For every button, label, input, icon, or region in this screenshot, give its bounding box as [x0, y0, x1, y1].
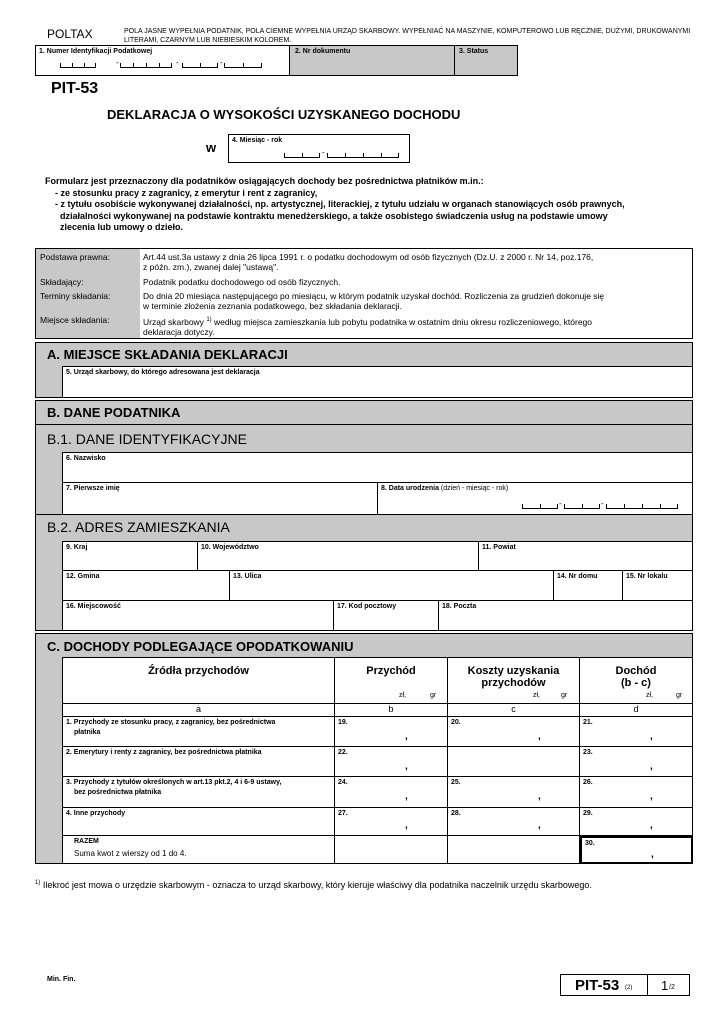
field-26-label: 26.	[583, 779, 593, 786]
col-costs-label: Koszty uzyskania	[467, 665, 560, 677]
field-24-label: 24.	[338, 779, 348, 786]
month-year-field[interactable]	[228, 134, 410, 163]
col-a: a	[63, 704, 335, 717]
blocked-cell	[448, 836, 580, 864]
decimal-comma: ,	[538, 820, 541, 831]
page-total: /2	[669, 984, 675, 991]
info-deadlines-l2: w terminie złożenia zeznania podatkowego, bez składania deklaracji.	[143, 301, 402, 311]
decimal-comma: ,	[405, 791, 408, 802]
row-3-label: 3. Przychody z tytułów określonych w art.13 pkt.2, 4 i 6-9 ustawy,	[66, 779, 282, 786]
dash: -	[559, 499, 562, 508]
info-basis-l1: Art.44 ust.3a ustawy z dnia 26 lipca 1991 r. o podatku dochodowym od osób fizycznych (Dz.U. z 2000 r. Nr 14, poz.176,	[143, 252, 594, 262]
info-basis-l2: z późn. zm.), zwanej dalej "ustawą".	[143, 262, 279, 272]
table-row	[63, 808, 335, 836]
income-table	[62, 657, 692, 863]
street-field[interactable]: 13. Ulica	[233, 573, 262, 580]
section-a-title: A. MIEJSCE SKŁADANIA DEKLARACJI	[47, 347, 288, 362]
col-profit-header	[580, 658, 693, 704]
birth-date-label-main: 8. Data urodzenia	[381, 485, 439, 492]
info-place-l2: deklaracja dotyczy.	[143, 326, 215, 337]
municipality-field[interactable]: 12. Gmina	[66, 573, 100, 580]
blocked-cell	[335, 836, 448, 864]
birth-date-hint: (dzień - miesiąc - rok)	[438, 485, 509, 492]
field-27-label: 27.	[338, 810, 348, 817]
field-30-label: 30.	[585, 840, 595, 847]
instruction: POLA JASNE WYPEŁNIA PODATNIK, POLA CIEMNE WYPEŁNIA URZĄD SKARBOWY. WYPEŁNIAĆ NA MASZYNIE, KOMPUTEROWO LUB RĘCZNIE, DUŻYMI, DRUKOWANYMI LITERAMI, CZARNYM LUB NIEBIESKIM KOLOREM.	[124, 28, 691, 44]
section-b2-title: B.2. ADRES ZAMIESZKANIA	[47, 519, 230, 535]
info-label-submitter: Składający:	[40, 277, 84, 287]
info-deadlines-l1: Do dnia 20 miesiąca następującego po miesiącu, w którym podatnik uzyskał dochód. Rozliczenia za grudzień dokonuje się	[143, 291, 605, 301]
decimal-comma: ,	[405, 761, 408, 772]
row-2-label: 2. Emerytury i renty z zagranicy, bez pośrednictwa płatnika	[66, 749, 262, 756]
city-field[interactable]: 16. Miejscowość	[66, 603, 121, 610]
field-22[interactable]	[335, 747, 448, 777]
surname-label: 6. Nazwisko	[66, 455, 106, 462]
country-field[interactable]: 9. Kraj	[66, 544, 88, 551]
birth-date-field[interactable]	[378, 483, 692, 514]
col-sources-label: Źródła przychodów	[148, 665, 249, 677]
footnote-ref: 1)	[206, 317, 212, 323]
row-1-label: 1. Przychody ze stosunku pracy, z zagranicy, bez pośrednictwa	[66, 719, 276, 726]
decimal-comma: ,	[538, 731, 541, 742]
dash: -	[322, 148, 325, 157]
blocked-cell	[448, 747, 580, 777]
intro-item-2: - z tytułu osobiście wykonywanej działalności, np. artystycznej, literackiej, z tytułu udziału w organach stanowiących osób prawnych,	[55, 199, 625, 209]
footer-page-box	[648, 974, 690, 996]
info-label-basis: Podstawa prawna:	[40, 252, 110, 262]
col-sources-header	[63, 658, 335, 704]
row-1-label-2: płatnika	[74, 729, 101, 736]
field-25-label: 25.	[451, 779, 461, 786]
field-19[interactable]	[335, 717, 448, 747]
gr-label: gr	[430, 692, 437, 699]
footer-code: PIT-53	[575, 977, 620, 994]
decimal-comma: ,	[405, 820, 408, 831]
house-number-field[interactable]: 14. Nr domu	[557, 573, 598, 580]
info-deadlines	[143, 291, 688, 311]
nip-field[interactable]	[36, 46, 290, 75]
birth-date-label	[378, 483, 692, 494]
form-code: PIT-53	[51, 80, 99, 97]
info-label-place: Miejsce składania:	[40, 315, 110, 325]
total-row	[63, 836, 335, 864]
intro-item-2-cont: działalności wykonywanej na podstawie kontraktu menedżerskiego, a także osobistego świadczenia usług na podstawie umowy	[60, 210, 608, 221]
zl-label: zł,	[646, 692, 653, 699]
tax-office-field[interactable]	[62, 366, 692, 397]
nip-label: 1. Numer Identyfikacji Podatkowej	[39, 48, 153, 55]
field-23-label: 23.	[583, 749, 593, 756]
row-3-label-2: bez pośrednictwa płatnika	[74, 789, 162, 796]
status-label: 3. Status	[459, 48, 489, 55]
zl-label: zł,	[533, 692, 540, 699]
doc-number-label: 2. Nr dokumentu	[295, 48, 351, 55]
first-name-label: 7. Pierwsze imię	[66, 485, 120, 492]
section-b1-title: B.1. DANE IDENTYFIKACYJNE	[47, 431, 247, 447]
col-b: b	[335, 704, 448, 717]
dash: -	[601, 499, 604, 508]
field-20[interactable]	[448, 717, 580, 747]
col-profit-label: Dochód	[615, 665, 657, 677]
col-costs-label-2: przychodów	[481, 677, 546, 689]
col-costs-header	[448, 658, 580, 704]
post-office-field[interactable]: 18. Poczta	[442, 603, 477, 610]
col-income-label: Przychód	[366, 665, 416, 677]
info-place-office: Urząd skarbowy	[143, 316, 204, 327]
decimal-comma: ,	[405, 731, 408, 742]
total-sublabel: Suma kwot z wierszy od 1 do 4.	[74, 849, 187, 858]
postal-code-field[interactable]: 17. Kod pocztowy	[337, 603, 397, 610]
field-27[interactable]	[335, 808, 448, 836]
intro-item-2-end: zlecenia lub umowy o dzieło.	[60, 222, 184, 232]
field-22-label: 22.	[338, 749, 348, 756]
form-title: DEKLARACJA O WYSOKOŚCI UZYSKANEGO DOCHODU	[107, 107, 461, 122]
info-basis	[143, 252, 688, 272]
dash: -	[176, 58, 179, 67]
table-row	[63, 747, 335, 777]
decimal-comma: ,	[650, 761, 653, 772]
intro	[45, 176, 695, 234]
month-year-label: 4. Miesiąc - rok	[232, 137, 283, 144]
dash: -	[220, 58, 223, 67]
section-c-title: C. DOCHODY PODLEGAJĄCE OPODATKOWANIU	[47, 639, 354, 654]
decimal-comma: ,	[650, 731, 653, 742]
decimal-comma: ,	[650, 820, 653, 831]
decimal-comma: ,	[538, 791, 541, 802]
brand: POLTAX	[47, 27, 93, 41]
col-d: d	[580, 704, 693, 717]
table-row	[63, 777, 335, 808]
field-21-label: 21.	[583, 719, 593, 726]
field-24[interactable]	[335, 777, 448, 808]
county-field[interactable]: 11. Powiat	[482, 544, 516, 551]
section-b-title: B. DANE PODATNIKA	[47, 405, 181, 420]
footer-version: (2)	[625, 985, 633, 991]
field-25[interactable]	[448, 777, 580, 808]
divider	[36, 514, 692, 515]
first-name-field[interactable]	[62, 483, 378, 514]
field-23[interactable]	[580, 747, 693, 777]
decimal-comma: ,	[650, 791, 653, 802]
field-26[interactable]	[580, 777, 693, 808]
field-19-label: 19.	[338, 719, 348, 726]
field-29-label: 29.	[583, 810, 593, 817]
footnote-mark: 1)	[35, 880, 41, 886]
col-c: c	[448, 704, 580, 717]
field-20-label: 20.	[451, 719, 461, 726]
gr-label: gr	[676, 692, 683, 699]
col-income-header	[335, 658, 448, 704]
flat-number-field[interactable]: 15. Nr lokalu	[626, 573, 668, 580]
col-profit-label-2: (b - c)	[621, 677, 651, 689]
field-21[interactable]	[580, 717, 693, 747]
dash: -	[116, 58, 119, 67]
min-fin: Min. Fin.	[47, 976, 76, 983]
intro-lead: Formularz jest przeznaczony dla podatników osiągających dochody bez pośrednictwa płatników m.in.:	[45, 176, 484, 186]
footnote	[35, 880, 592, 890]
info-place	[143, 315, 688, 337]
info-place-rest: według miejsca zamieszkania lub pobytu podatnika w ostatnim dniu okresu rozliczeniowego, którego	[211, 316, 592, 327]
footnote-text: Ilekroć jest mowa o urzędzie skarbowym - oznacza to urząd skarbowy, który kieruje właściwy dla podatnika naczelnik urzędu skarbowego.	[40, 880, 592, 890]
voivodeship-field[interactable]: 10. Województwo	[201, 544, 259, 551]
info-submitter: Podatnik podatku dochodowego od osób fizycznych.	[143, 277, 341, 287]
footer-code-box	[560, 974, 648, 996]
intro-item-1: - ze stosunku pracy z zagranicy, z emerytur i rent z zagranicy,	[55, 187, 318, 198]
total-label: RAZEM	[74, 838, 99, 845]
field-29[interactable]	[580, 808, 693, 836]
page-number: 1	[661, 978, 669, 993]
divider	[36, 424, 692, 425]
field-30[interactable]	[580, 836, 693, 864]
tax-office-label: 5. Urząd skarbowy, do którego adresowana jest deklaracja	[66, 369, 260, 376]
gr-label: gr	[561, 692, 568, 699]
divider	[454, 45, 455, 76]
info-label-deadlines: Terminy składania:	[40, 291, 111, 301]
row-4-label: 4. Inne przychody	[66, 810, 126, 817]
field-28[interactable]	[448, 808, 580, 836]
surname-field[interactable]	[62, 452, 692, 483]
decimal-comma: ,	[651, 849, 654, 860]
zl-label: zł,	[399, 692, 406, 699]
table-row	[63, 717, 335, 747]
field-28-label: 28.	[451, 810, 461, 817]
w-letter: w	[206, 140, 217, 155]
